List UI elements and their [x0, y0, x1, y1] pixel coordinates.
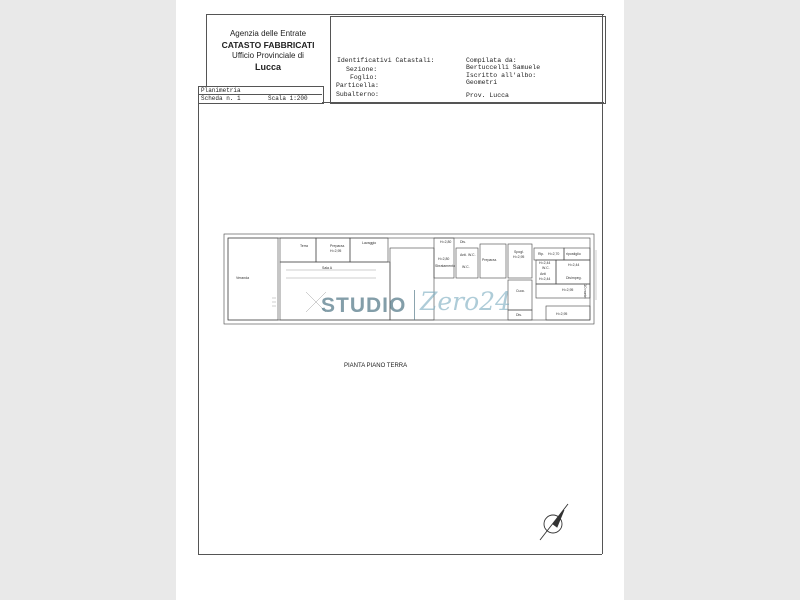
- cadastral-sheet: [176, 0, 624, 600]
- compilata-name: Bertuccelli Samuele: [466, 64, 541, 71]
- plan-caption: PIANTA PIANO TERRA: [344, 363, 408, 369]
- room-label-sala: Sala A: [322, 266, 333, 270]
- room-cuoc: [508, 280, 532, 310]
- watermark-zero24: Zero24: [420, 287, 511, 316]
- room-label-sbratamento: Sbratamento: [435, 264, 456, 268]
- room-label-rip: Rip.: [538, 252, 545, 256]
- room-label-veranda: Veranda: [236, 276, 250, 280]
- room-terra: [280, 238, 316, 262]
- room-label-preparaz: Preparaz.: [330, 244, 346, 248]
- room-label-cuoc: Cuoc.: [516, 289, 526, 293]
- watermark-divider: [414, 290, 415, 320]
- iscritto-value: Geometri: [466, 79, 498, 86]
- planimetria-label: Planimetria: [201, 87, 241, 94]
- room-label-anti-wc: Anti. W.C.: [460, 253, 476, 257]
- room-label-lavaggio: Lavaggio: [362, 241, 377, 245]
- room-label-h8: H=2,44: [539, 277, 551, 281]
- room-label-h6: H=2,44: [539, 261, 551, 265]
- room-label-h10: H=2,95: [556, 312, 568, 316]
- room-label-anti2: Anti: [540, 272, 547, 276]
- scala-label: Scala 1:200: [268, 95, 308, 102]
- identifier-particella: Particella:: [336, 82, 379, 89]
- room-label-h3: H=2,80: [438, 257, 450, 261]
- room-south-east: [546, 306, 590, 320]
- agency-name: Agenzia delle Entrate: [229, 29, 307, 38]
- room-label-terra: Terra: [300, 244, 308, 248]
- watermark-studio: STUDIO: [321, 294, 407, 317]
- city-name: Lucca: [254, 62, 281, 72]
- room-label-wc2: W.C.: [542, 266, 550, 270]
- room-label-h9: H=2,95: [562, 288, 574, 292]
- scale-side-note: 10 metri: [583, 284, 588, 299]
- catasto-title: CATASTO FABBRICATI: [221, 40, 315, 50]
- room-label-dis1: Dis.: [460, 240, 467, 244]
- iscritto-label: Iscritto all'albo:: [466, 72, 537, 79]
- room-label-ripostiglio: ripostiglio: [566, 252, 581, 256]
- room-label-preparaz2: Preparaz.: [482, 258, 498, 262]
- scheda-label: Scheda n. 1: [201, 95, 241, 102]
- room-label-h2: H=2,80: [440, 240, 452, 244]
- room-label-wc1: W.C.: [462, 265, 470, 269]
- identifiers-title: Identificativi Catastali:: [337, 57, 435, 64]
- room-label-dis2: Dis.: [516, 313, 523, 317]
- identifier-subalterno: Subalterno:: [336, 91, 379, 98]
- prov-label: Prov. Lucca: [466, 92, 509, 99]
- room-label-h7: H=2,44: [568, 263, 580, 267]
- room-label-spogl: Spogl.: [514, 250, 524, 254]
- identifier-sezione: Sezione:: [346, 66, 378, 73]
- room-label-disimp: Disimpeg.: [566, 276, 582, 280]
- north-arrow-icon: [540, 504, 568, 540]
- office-name: Ufficio Provinciale di: [232, 51, 304, 60]
- identifier-foglio: Foglio:: [350, 74, 378, 81]
- room-label-h5: H=2,70: [548, 252, 560, 256]
- compilata-label: Compilata da:: [466, 57, 517, 64]
- room-label-h4: H=2,95: [513, 255, 525, 259]
- room-label-h1: H=2,95: [330, 249, 342, 253]
